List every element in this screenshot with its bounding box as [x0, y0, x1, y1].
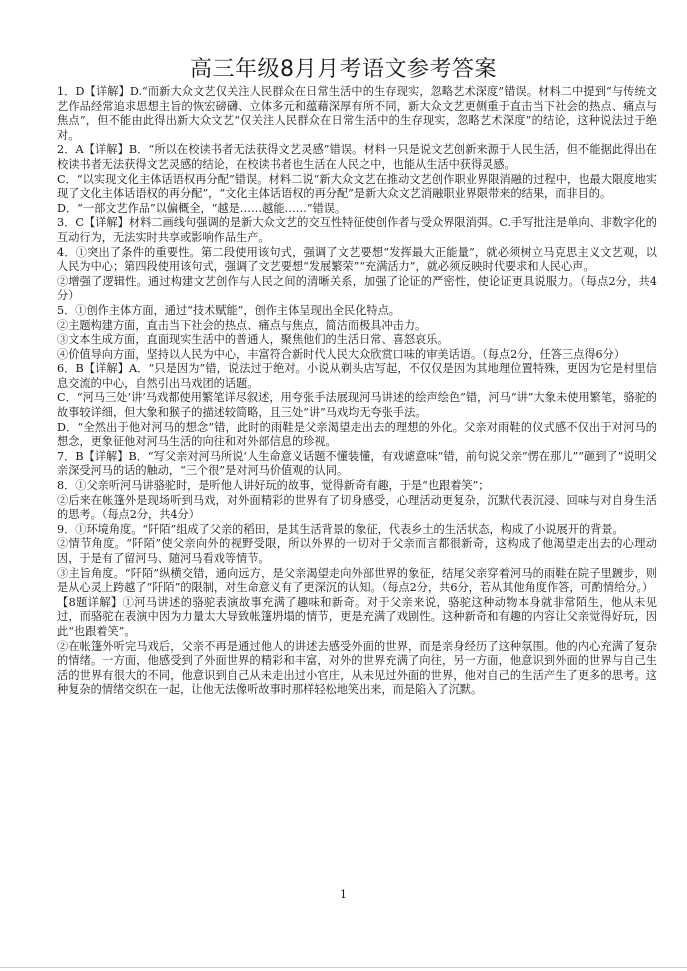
answer-paragraph: D．“一部文艺作品”以偏概全，“越是……越能……”错误。: [57, 201, 347, 215]
answer-paragraph: 7．B【详解】B．“写父亲对河马所说‘人生命意义话题不懂装懂，有戏谑意味”错，前句说父亲“愣在那儿”“砸到了”说明父亲深受河马的话的触动，“三个很”是对河马价值观的认同。: [57, 449, 657, 478]
page-title: 高三年级8月月考语文参考答案: [190, 57, 497, 82]
answer-paragraph: ②增强了逻辑性。通过构建文艺创作与人民之间的清晰关系，加强了论证的严密性，使论证更具说服力。（每点2分，共4分）: [57, 274, 657, 303]
page-number: 1: [340, 888, 347, 901]
answer-paragraph: ②在帐篷外听完马戏后，父亲不再是通过他人的讲述去感受外面的世界，而是亲身经历了这种氛围。他的内心充满了复杂的情绪。一方面，他感受到了外面世界的精彩和丰富，对外的世界充满了向往，另一方面，他意识到外面的世界与自己生活的世界有很大的不同，他意识到自己从未走出过小官庄，从未见过外面的世界，他对自己的生活产生了更多的思考。这种复杂的情绪交织在一起，让他无法像听故事时那样轻松地笑出来，而是陷入了沉默。: [57, 639, 657, 697]
answer-paragraph: ②后来在帐篷外是现场听到马戏，对外面精彩的世界有了切身感受，心理活动更复杂，沉默代表沉浸、回味与对自身生活的思考。（每点2分，共4分）: [57, 493, 657, 522]
answer-paragraph: ③主旨角度。“阡陌”纵横交错，通向远方，是父亲渴望走向外部世界的象征，结尾父亲穿着河马的雨鞋在院子里踱步，则是从心灵上跨越了“阡陌”的限制，对生命意义有了更深沉的认知。（每点2分，共6分，若从其他角度作答，可酌情给分。）: [57, 566, 657, 595]
answer-paragraph: C．“河马三处‘讲’马戏都使用繁笔详尽叙述，用夸张手法展现河马讲述的绘声绘色”错，河马“讲”大象未使用繁笔，骆驼的故事较详细，但大象和猴子的描述较简略，且三处“讲”马戏均无夸张手法。: [57, 391, 657, 420]
answer-paragraph: 5．①创作主体方面，通过“技术赋能”，创作主体呈现出全民化特点。: [57, 303, 400, 317]
answer-paragraph: ④价值导向方面，坚持以人民为中心，丰富符合新时代人民大众欣赏口味的审美话语。（每点2分，任答三点得6分）: [57, 347, 626, 361]
answer-paragraph: 8．①父亲听河马讲骆驼时，是听他人讲好玩的故事，觉得新奇有趣，于是“也跟着笑”；: [57, 479, 490, 493]
answer-paragraph: 6．B【详解】A．“只是因为”错，说法过于绝对。小说从剃头店写起，不仅仅是因为其地理位置特殊，更因为它是村里信息交流的中心，自然引出马戏团的话题。: [57, 362, 657, 390]
answer-body: [57, 85, 657, 698]
answer-paragraph: 4．①突出了条件的重要性。第二段使用该句式，强调了文艺要想“发挥最大正能量”，就必须树立马克思主义文艺观，以人民为中心；第四段使用该句式，强调了文艺要想“发展繁荣”“充满活力”，就必须反映时代要求和人民心声。: [57, 245, 657, 274]
answer-paragraph: 1．D【详解】D.“而新大众文艺仅关注人民群众在日常生活中的生存现实，忽略艺术深度”错误。材料二中提到“与传统文艺作品经常追求思想主旨的恢宏磅礴、立体多元和蕴藉深厚有所不同，新大众文艺更侧重于直击当下社会的热点、痛点与焦点”，但不能由此得出新大众文艺“仅关注人民群众在日常生活中的生存现实，忽略艺术深度”的结论，这种说法过于绝对。: [57, 85, 657, 142]
answer-paragraph: 【8题详解】①河马讲述的骆驼表演故事充满了趣味和新奇。对于父亲来说，骆驼这种动物本身就非常陌生，他从未见过，而骆驼在表演中因为力量太大导致帐篷坍塌的情节，更是充满了戏剧性。这种新奇和有趣的内容让父亲觉得好玩，因此“也跟着笑”。: [57, 595, 657, 638]
answer-paragraph: ②情节角度。“阡陌”使父亲向外的视野受限，所以外界的一切对于父亲而言都很新奇，这构成了他渴望走出去的心理动因，于是有了留河马、随河马看戏等情节。: [57, 537, 657, 565]
answer-paragraph: C．“以实现文化主体话语权再分配”错误。材料二说“新大众文艺在推动文艺创作职业界限消融的过程中，也最大限度地实现了文化主体话语权的再分配”，“文化主体话语权的再分配”是新大众文艺消融职业界限带来的结果，而非目的。: [57, 172, 657, 201]
answer-paragraph: D．“全然出于他对河马的想念”错，此时的雨鞋是父亲渴望走出去的理想的外化。父亲对雨鞋的仪式感不仅出于对河马的想念，更象征他对河马生活的向往和对外部信息的珍视。: [57, 420, 657, 449]
page-bottom-rule: [0, 967, 687, 968]
answer-paragraph: ③文本生成方面，直面现实生活中的普通人，聚焦他们的生活日常、喜怒哀乐。: [57, 333, 449, 347]
answer-paragraph: ②主题构建方面，直击当下社会的热点、痛点与焦点，简洁而极具冲击力。: [57, 318, 427, 332]
answer-paragraph: 9．①环境角度。“阡陌”组成了父亲的稻田，是其生活背景的象征，代表乡土的生活状态，构成了小说展开的背景。: [57, 522, 624, 536]
answer-paragraph: 2．A【详解】B．“所以在校读书者无法获得文艺灵感”错误。材料一只是说文艺创新来源于人民生活，但不能据此得出在校读书者无法获得文艺灵感的结论，在校读书者也生活在人民之中，也能从生活中获得灵感。: [57, 143, 657, 171]
answer-paragraph: 3．C【详解】材料二画线句强调的是新大众文艺的交互性特征使创作者与受众界限消弭。C.手写批注是单向、非数字化的互动行为，无法实时共享或影响作品生产。: [57, 216, 657, 244]
